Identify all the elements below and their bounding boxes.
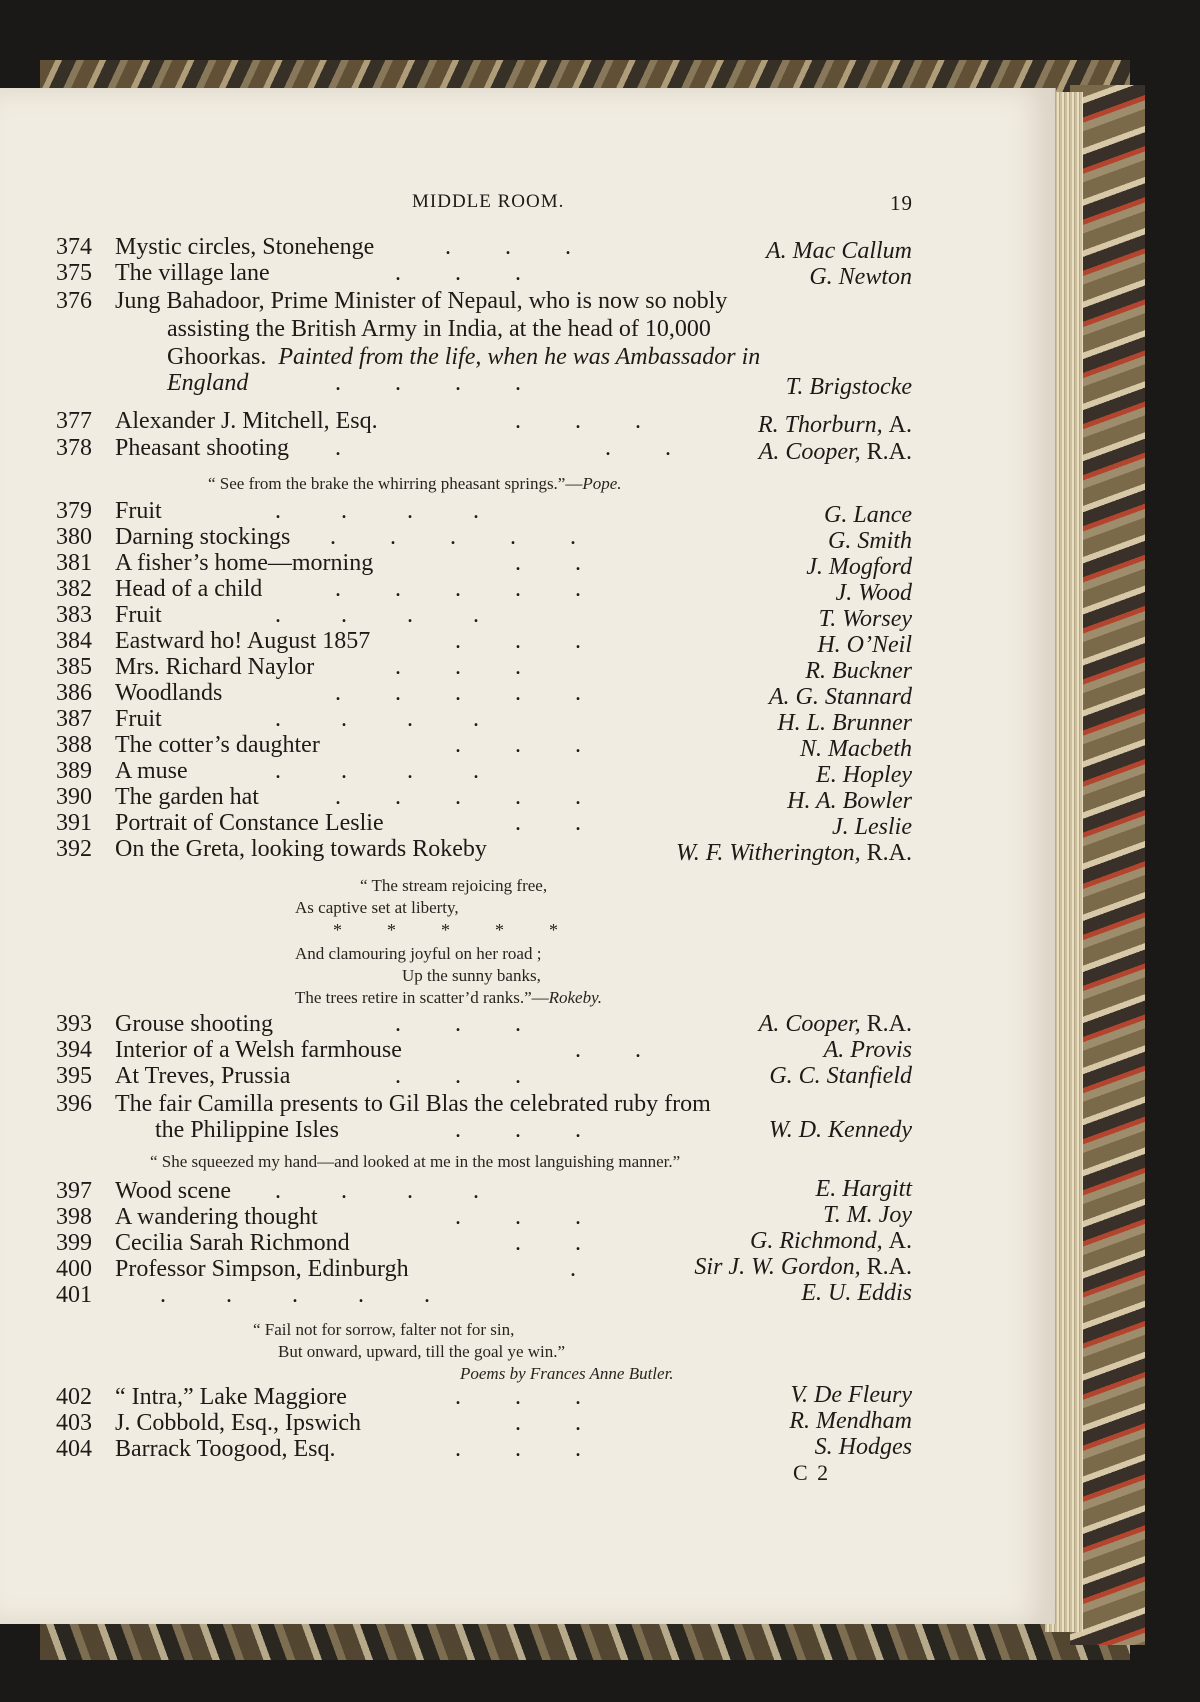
entry-artist xyxy=(817,632,912,659)
note-italic: England xyxy=(167,370,249,396)
entry-title: Fruit xyxy=(115,706,162,732)
note-plain: Ghoorkas. xyxy=(167,344,267,370)
dot-leader: . . . . xyxy=(275,1178,479,1204)
entry-artist xyxy=(758,412,912,439)
artist-name: A. Provis xyxy=(823,1037,912,1063)
dot-leader: . . . . . xyxy=(335,784,581,810)
entry-artist xyxy=(766,238,912,265)
entry-number: 379 xyxy=(56,498,92,524)
dot-leader: . . xyxy=(515,1230,581,1256)
entry-title: The village lane xyxy=(115,260,270,286)
dot-leader: . . . . . xyxy=(335,576,581,602)
entry-number: 383 xyxy=(56,602,92,628)
entry-artist xyxy=(836,580,912,607)
entry-title-continuation: assisting the British Army in India, at the head of 10,000 xyxy=(167,316,711,342)
entry-number: 375 xyxy=(56,260,92,286)
entry-title: Cecilia Sarah Richmond xyxy=(115,1230,350,1256)
dot-leader: . . . . xyxy=(275,498,479,524)
artist-name: A. G. Stannard xyxy=(768,684,912,710)
entry-artist xyxy=(801,1280,912,1307)
artist-name: T. M. Joy xyxy=(823,1202,912,1228)
entry-artist xyxy=(805,658,912,685)
artist-rank: R.A. xyxy=(866,840,912,866)
artist-rank: R.A. xyxy=(866,1011,912,1037)
verse-line: Up the sunny banks, xyxy=(402,966,541,985)
artist-name: J. Leslie xyxy=(832,814,912,840)
entry-number: 396 xyxy=(56,1091,92,1117)
entry-title: Mrs. Richard Naylor xyxy=(115,654,315,680)
entry-artist xyxy=(815,1434,912,1461)
dot-leader: . . . xyxy=(395,654,521,680)
entry-title: A wandering thought xyxy=(115,1204,318,1230)
artist-name: G. Newton xyxy=(809,264,912,290)
dot-leader: . . . . xyxy=(275,758,479,784)
entry-number: 404 xyxy=(56,1436,92,1462)
quote-source-text: Poems by Frances Anne Butler. xyxy=(460,1364,674,1383)
entry-number: 402 xyxy=(56,1384,92,1410)
artist-name: R. Mendham xyxy=(789,1408,912,1434)
dot-leader: . . . xyxy=(455,628,581,654)
entry-number: 380 xyxy=(56,524,92,550)
entry-note-continuation xyxy=(167,370,248,397)
entry-title: Eastward ho! August 1857 xyxy=(115,628,371,654)
entry-artist xyxy=(823,1202,912,1229)
entry-number: 390 xyxy=(56,784,92,810)
entry-title: “ Intra,” Lake Maggiore xyxy=(115,1384,347,1410)
artist-name: J. Wood xyxy=(835,580,912,606)
entry-title: Fruit xyxy=(115,498,162,524)
entry-number: 400 xyxy=(56,1256,92,1282)
entry-artist xyxy=(759,1011,912,1038)
entry-number: 393 xyxy=(56,1011,92,1037)
quote-source xyxy=(460,1364,674,1384)
entry-number: 392 xyxy=(56,836,92,862)
entry-artist xyxy=(819,606,912,633)
artist-name: R. Thorburn, xyxy=(757,412,883,438)
entry-title: The cotter’s daughter xyxy=(115,732,320,758)
entry-title: Alexander J. Mitchell, Esq. xyxy=(115,408,378,434)
dot-leader: . . . . xyxy=(275,602,479,628)
dot-leader: . xyxy=(570,1256,576,1282)
verse-line: As captive set at liberty, xyxy=(295,898,459,917)
artist-name: G. C. Stanfield xyxy=(769,1063,912,1089)
entry-number: 384 xyxy=(56,628,92,654)
artist-rank: A. xyxy=(888,412,912,438)
artist-name: A. Cooper, xyxy=(758,439,861,465)
dot-leader: . . . xyxy=(335,435,671,461)
entry-title: Wood scene xyxy=(115,1178,232,1204)
entry-number: 391 xyxy=(56,810,92,836)
quote-source: Rokeby. xyxy=(548,988,602,1007)
entry-number: 403 xyxy=(56,1410,92,1436)
dot-leader: . . . . xyxy=(335,370,521,396)
entry-number: 399 xyxy=(56,1230,92,1256)
verse-line: “ The stream rejoicing free, xyxy=(360,876,548,895)
verse-text: The trees retire in scatter’d ranks.”— xyxy=(295,988,549,1007)
entry-number: 386 xyxy=(56,680,92,706)
entry-number: 381 xyxy=(56,550,92,576)
entry-artist xyxy=(828,528,912,555)
entry-artist xyxy=(806,554,912,581)
entry-artist xyxy=(789,1408,912,1435)
dot-leader: . . . xyxy=(395,260,521,286)
dot-leader: . . . . . xyxy=(330,524,576,550)
entry-artist xyxy=(777,710,912,737)
artist-name: V. De Fleury xyxy=(790,1382,912,1408)
dot-leader: . . xyxy=(515,810,581,836)
entry-number: 387 xyxy=(56,706,92,732)
artist-name: T. Worsey xyxy=(818,606,912,632)
dot-leader: . . . xyxy=(455,1204,581,1230)
artist-name: A. Cooper, xyxy=(758,1011,861,1037)
entry-title: J. Cobbold, Esq., Ipswich xyxy=(115,1410,361,1436)
entry-artist xyxy=(676,840,912,867)
entry-number: 388 xyxy=(56,732,92,758)
entry-artist xyxy=(786,374,912,401)
dot-leader: . . . xyxy=(395,1011,521,1037)
entry-title: Head of a child xyxy=(115,576,263,602)
artist-rank: R.A. xyxy=(866,439,912,465)
quote-source: Pope. xyxy=(582,474,622,493)
page-number: 19 xyxy=(890,191,913,215)
artist-name: T. Brigstocke xyxy=(785,374,912,400)
entry-title: Pheasant shooting xyxy=(115,435,289,461)
entry-number: 398 xyxy=(56,1204,92,1230)
dot-leader: . . . . . xyxy=(335,680,581,706)
entry-artist xyxy=(750,1228,912,1255)
quote-text: “ See from the brake the whirring pheasant springs.”— xyxy=(208,474,583,493)
dot-leader: . . . xyxy=(455,732,581,758)
entry-number: 394 xyxy=(56,1037,92,1063)
dot-leader: . . . xyxy=(395,1063,521,1089)
entry-artist xyxy=(694,1254,912,1281)
artist-name: N. Macbeth xyxy=(800,736,912,762)
running-title: MIDDLE ROOM. xyxy=(412,191,565,212)
entry-title-continuation: the Philippine Isles xyxy=(155,1117,339,1143)
entry-note xyxy=(167,344,760,371)
artist-name: H. L. Brunner xyxy=(777,710,912,736)
entry-artist xyxy=(769,1117,912,1144)
dot-leader: . . . xyxy=(455,1117,581,1143)
entry-number: 395 xyxy=(56,1063,92,1089)
artist-name: J. Mogford xyxy=(806,554,912,580)
dot-leader: . . xyxy=(575,1037,641,1063)
entry-title: Fruit xyxy=(115,602,162,628)
artist-name: W. F. Witherington, xyxy=(675,840,861,866)
artist-name: Sir J. W. Gordon, xyxy=(694,1254,861,1280)
artist-name: A. Mac Callum xyxy=(766,238,912,264)
entry-artist xyxy=(787,788,912,815)
entry-title: Jung Bahadoor, Prime Minister of Nepaul, who is now so nobly xyxy=(115,288,728,314)
signature-mark: C 2 xyxy=(793,1460,831,1485)
verse-line: And clamouring joyful on her road ; xyxy=(295,944,542,963)
entry-artist xyxy=(809,264,912,291)
entry-artist xyxy=(800,736,912,763)
artist-name: G. Smith xyxy=(828,528,912,554)
artist-name: H. A. Bowler xyxy=(787,788,912,814)
entry-number: 401 xyxy=(56,1282,92,1308)
artist-name: E. Hargitt xyxy=(815,1176,912,1202)
dot-leader: . . . xyxy=(445,234,571,260)
note-italic: Painted from the life, when he was Ambassador in xyxy=(278,344,761,370)
dot-leader: . . . xyxy=(455,1436,581,1462)
entry-artist xyxy=(816,1176,912,1203)
entry-artist xyxy=(832,814,912,841)
entry-number: 397 xyxy=(56,1178,92,1204)
dot-leader: . . . . xyxy=(275,706,479,732)
artist-name: R. Buckner xyxy=(805,658,912,684)
artist-name: E. Hopley xyxy=(816,762,912,788)
entry-title: Barrack Toogood, Esq. xyxy=(115,1436,336,1462)
entry-number: 389 xyxy=(56,758,92,784)
entry-artist xyxy=(790,1382,912,1409)
gil-blas-quotation: “ She squeezed my hand—and looked at me in the most languishing manner.” xyxy=(150,1152,681,1171)
entry-artist xyxy=(759,439,912,466)
entry-number: 374 xyxy=(56,234,92,260)
entry-title: The garden hat xyxy=(115,784,259,810)
dot-leader: . . . xyxy=(455,1384,581,1410)
entry-title: Grouse shooting xyxy=(115,1011,273,1037)
entry-artist xyxy=(816,762,912,789)
entry-title: The fair Camilla presents to Gil Blas the celebrated ruby from xyxy=(115,1091,711,1117)
artist-name: H. O’Neil xyxy=(817,632,912,658)
catalogue-page xyxy=(0,88,1056,1624)
verse-line-final xyxy=(295,988,602,1008)
artist-name: G. Richmond, xyxy=(750,1228,883,1254)
entry-number: 377 xyxy=(56,408,92,434)
verse-line: But onward, upward, till the goal ye win.” xyxy=(278,1342,566,1361)
artist-name: G. Lance xyxy=(824,502,912,528)
entry-number: 382 xyxy=(56,576,92,602)
entry-title: Professor Simpson, Edinburgh xyxy=(115,1256,409,1282)
artist-name: W. D. Kennedy xyxy=(768,1117,912,1143)
entry-number: 376 xyxy=(56,288,92,314)
entry-title: Portrait of Constance Leslie xyxy=(115,810,384,836)
verse-ellipsis-stars: * * * * * xyxy=(333,920,558,940)
entry-title: A muse xyxy=(115,758,188,784)
entry-number: 378 xyxy=(56,435,92,461)
entry-title: A fisher’s home—morning xyxy=(115,550,374,576)
entry-title: Woodlands xyxy=(115,680,223,706)
artist-name: E. U. Eddis xyxy=(801,1280,912,1306)
entry-title: Interior of a Welsh farmhouse xyxy=(115,1037,402,1063)
entry-title: Mystic circles, Stonehenge xyxy=(115,234,375,260)
entry-artist xyxy=(824,502,912,529)
entry-number: 385 xyxy=(56,654,92,680)
artist-rank: A. xyxy=(888,1228,912,1254)
dot-leader: . . xyxy=(515,550,581,576)
entry-title: On the Greta, looking towards Rokeby xyxy=(115,836,487,862)
entry-title: Darning stockings xyxy=(115,524,291,550)
entry-title: At Treves, Prussia xyxy=(115,1063,291,1089)
entry-artist xyxy=(769,684,912,711)
verse-line: “ Fail not for sorrow, falter not for sin, xyxy=(253,1320,515,1339)
artist-rank: R.A. xyxy=(866,1254,912,1280)
artist-name: S. Hodges xyxy=(814,1434,912,1460)
entry-artist xyxy=(769,1063,912,1090)
pope-quotation xyxy=(208,474,622,494)
dot-leader: . . . . . xyxy=(160,1282,430,1308)
entry-artist xyxy=(824,1037,912,1064)
dot-leader: . . xyxy=(515,1410,581,1436)
dot-leader: . . . xyxy=(515,408,641,434)
